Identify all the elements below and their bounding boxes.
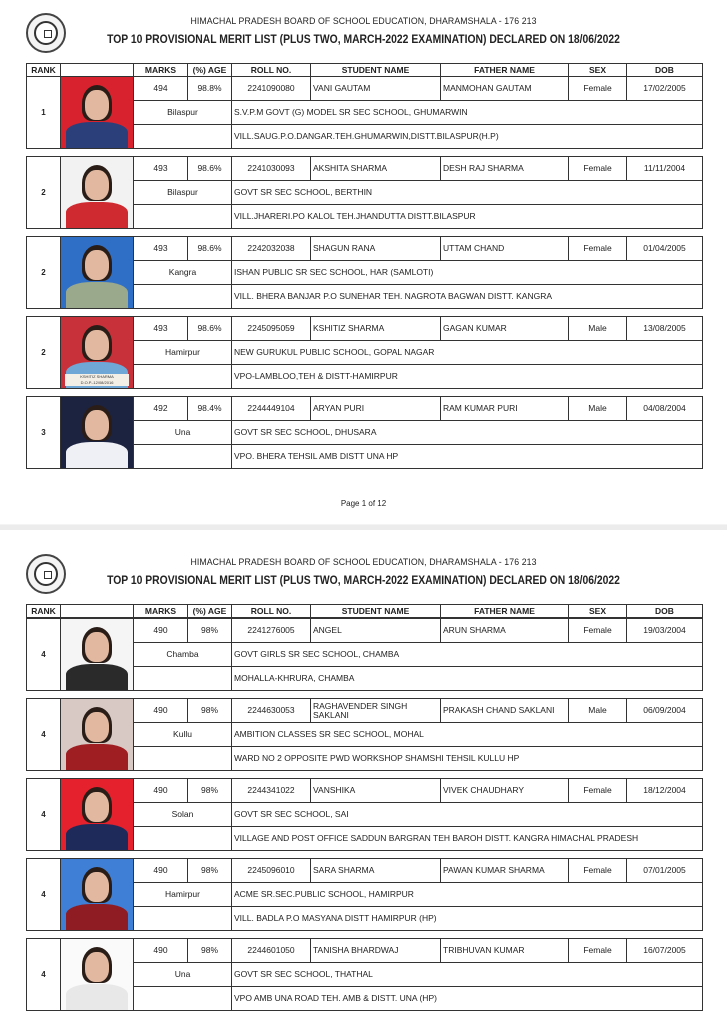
father-name: TRIBHUVAN KUMAR [441, 939, 569, 962]
student-name: AKSHITA SHARMA [311, 157, 441, 180]
district-value: Kangra [134, 261, 232, 284]
marks-value: 490 [134, 859, 188, 882]
empty-cell [134, 285, 232, 308]
student-record [26, 698, 703, 771]
photo-clothing [66, 442, 128, 468]
rank-value: 4 [27, 779, 61, 850]
record-school-row [134, 181, 702, 205]
record-main-row [134, 77, 702, 101]
father-name: RAM KUMAR PURI [441, 397, 569, 420]
district-value: Bilaspur [134, 101, 232, 124]
table-header [26, 604, 703, 618]
photo-face [85, 170, 109, 200]
school-name: GOVT SR SEC SCHOOL, THATHAL [234, 969, 373, 979]
sex-value: Male [569, 397, 627, 420]
school-name: GOVT SR SEC SCHOOL, SAI [234, 809, 349, 819]
page-footer: Page 1 of 12 [340, 499, 387, 508]
photo-clothing [66, 744, 128, 770]
record-main-row [134, 779, 702, 803]
student-name: TANISHA BHARDWAJ [311, 939, 441, 962]
student-photo [61, 317, 134, 388]
record-address-row [134, 445, 702, 468]
photo-clothing [66, 904, 128, 930]
col-dob: DOB [655, 606, 674, 616]
col-sex: SEX [569, 64, 627, 76]
student-photo [61, 859, 134, 930]
photo-clothing [66, 282, 128, 308]
col-percentage: (%) AGE [188, 64, 232, 76]
student-photo [61, 77, 134, 148]
marks-value: 493 [134, 157, 188, 180]
photo-caption: KSHITIZ SHARMA D.O.P.-12/08/2016 [65, 374, 129, 386]
student-name: SHAGUN RANA [311, 237, 441, 260]
dob-value: 18/12/2004 [643, 785, 686, 795]
student-photo [61, 939, 134, 1010]
dob-value: 04/08/2004 [643, 403, 686, 413]
dob-value: 06/09/2004 [643, 705, 686, 715]
record-address-row [134, 285, 702, 308]
dob-value: 16/07/2005 [643, 945, 686, 955]
student-record [26, 938, 703, 1011]
record-address-row [134, 205, 702, 228]
school-name: NEW GURUKUL PUBLIC SCHOOL, GOPAL NAGAR [234, 347, 435, 357]
father-name: PRAKASH CHAND SAKLANI [441, 699, 569, 722]
photo-face [85, 330, 109, 360]
district-value: Hamirpur [134, 341, 232, 364]
rank-value: 1 [27, 77, 61, 148]
student-record [26, 236, 703, 309]
school-name: ISHAN PUBLIC SR SEC SCHOOL, HAR (SAMLOTI) [234, 267, 434, 277]
sex-value: Female [569, 859, 627, 882]
col-dob: DOB [655, 65, 674, 75]
student-record [26, 156, 703, 229]
board-name: HIMACHAL PRADESH BOARD OF SCHOOL EDUCATION, DHARAMSHALA - 176 213 [190, 16, 537, 27]
student-photo [61, 619, 134, 690]
roll-number: 2244449104 [232, 397, 311, 420]
empty-cell [134, 987, 232, 1010]
photo-face [85, 410, 109, 440]
sex-value: Female [569, 77, 627, 100]
sex-value: Female [569, 157, 627, 180]
rank-value: 2 [27, 317, 61, 388]
address-value: VILL.SAUG.P.O.DANGAR.TEH.GHUMARWIN,DISTT.BILASPUR(H.P) [234, 131, 499, 141]
empty-cell [134, 907, 232, 930]
record-school-row [134, 341, 702, 365]
student-photo [61, 237, 134, 308]
address-value: VPO AMB UNA ROAD TEH. AMB & DISTT. UNA (HP) [234, 993, 437, 1003]
col-father-name: FATHER NAME [441, 64, 569, 76]
record-school-row [134, 643, 702, 667]
table-header [26, 63, 703, 77]
roll-number: 2241030093 [232, 157, 311, 180]
percentage-value: 98% [188, 939, 232, 962]
percentage-value: 98% [188, 619, 232, 642]
record-school-row [134, 261, 702, 285]
rank-value: 4 [27, 699, 61, 770]
student-photo [61, 157, 134, 228]
student-name: SARA SHARMA [311, 859, 441, 882]
sex-value: Male [569, 699, 627, 722]
district-value: Una [134, 421, 232, 444]
address-value: VPO-LAMBLOO,TEH & DISTT-HAMIRPUR [234, 371, 398, 381]
empty-cell [134, 445, 232, 468]
empty-cell [134, 747, 232, 770]
percentage-value: 98% [188, 859, 232, 882]
sex-value: Female [569, 939, 627, 962]
photo-face [85, 90, 109, 120]
marks-value: 493 [134, 237, 188, 260]
empty-cell [134, 125, 232, 148]
percentage-value: 98.6% [188, 237, 232, 260]
empty-cell [134, 205, 232, 228]
dob-value: 19/03/2004 [643, 625, 686, 635]
marks-value: 490 [134, 939, 188, 962]
marks-value: 490 [134, 619, 188, 642]
roll-number: 2245096010 [232, 859, 311, 882]
marks-value: 490 [134, 699, 188, 722]
sex-value: Male [569, 317, 627, 340]
rank-value: 4 [27, 939, 61, 1010]
school-name: GOVT SR SEC SCHOOL, BERTHIN [234, 187, 373, 197]
col-student-name: STUDENT NAME [311, 605, 441, 617]
photo-face [85, 250, 109, 280]
record-main-row [134, 939, 702, 963]
roll-number: 2241276005 [232, 619, 311, 642]
record-main-row [134, 157, 702, 181]
student-record [26, 858, 703, 931]
record-main-row [134, 317, 702, 341]
sex-value: Female [569, 237, 627, 260]
address-value: VILL. BADLA P.O MASYANA DISTT HAMIRPUR (HP) [234, 913, 437, 923]
percentage-value: 98.8% [188, 77, 232, 100]
rank-value: 2 [27, 237, 61, 308]
percentage-value: 98% [188, 699, 232, 722]
roll-number: 2245095059 [232, 317, 311, 340]
record-school-row [134, 963, 702, 987]
record-address-row [134, 125, 702, 148]
father-name: UTTAM CHAND [441, 237, 569, 260]
marks-value: 490 [134, 779, 188, 802]
district-value: Chamba [134, 643, 232, 666]
record-school-row [134, 723, 702, 747]
empty-cell [134, 365, 232, 388]
address-value: VILLAGE AND POST OFFICE SADDUN BARGRAN TEH BAROH DISTT. KANGRA HIMACHAL PRADESH [234, 833, 639, 843]
photo-clothing [66, 984, 128, 1010]
student-record [26, 76, 703, 149]
dob-value: 01/04/2005 [643, 243, 686, 253]
father-name: GAGAN KUMAR [441, 317, 569, 340]
marks-value: 492 [134, 397, 188, 420]
col-roll: ROLL NO. [232, 605, 311, 617]
dob-value: 13/08/2005 [643, 323, 686, 333]
school-name: GOVT SR SEC SCHOOL, DHUSARA [234, 427, 377, 437]
student-record [26, 396, 703, 469]
address-value: VILL. BHERA BANJAR P.O SUNEHAR TEH. NAGROTA BAGWAN DISTT. KANGRA [234, 291, 553, 301]
student-photo [61, 699, 134, 770]
district-value: Una [134, 963, 232, 986]
dob-value: 17/02/2005 [643, 83, 686, 93]
father-name: VIVEK CHAUDHARY [441, 779, 569, 802]
record-address-row [134, 747, 702, 770]
percentage-value: 98.6% [188, 317, 232, 340]
col-roll: ROLL NO. [232, 64, 311, 76]
marks-value: 493 [134, 317, 188, 340]
school-name: AMBITION CLASSES SR SEC SCHOOL, MOHAL [234, 729, 424, 739]
col-student-name: STUDENT NAME [311, 64, 441, 76]
col-sex: SEX [569, 605, 627, 617]
photo-face [85, 872, 109, 902]
col-photo [61, 605, 134, 617]
student-name: ANGEL [311, 619, 441, 642]
school-name: ACME SR.SEC.PUBLIC SCHOOL, HAMIRPUR [234, 889, 414, 899]
col-rank: RANK [27, 64, 61, 76]
empty-cell [134, 667, 232, 690]
photo-clothing [66, 824, 128, 850]
father-name: PAWAN KUMAR SHARMA [441, 859, 569, 882]
empty-cell [134, 827, 232, 850]
record-main-row [134, 237, 702, 261]
student-name: ARYAN PURI [311, 397, 441, 420]
record-main-row [134, 859, 702, 883]
roll-number: 2242032038 [232, 237, 311, 260]
record-address-row [134, 907, 702, 930]
student-name: VANI GAUTAM [311, 77, 441, 100]
record-main-row [134, 619, 702, 643]
father-name: MANMOHAN GAUTAM [441, 77, 569, 100]
roll-number: 2244601050 [232, 939, 311, 962]
roll-number: 2244341022 [232, 779, 311, 802]
photo-face [85, 952, 109, 982]
photo-face [85, 712, 109, 742]
district-value: Solan [134, 803, 232, 826]
col-rank: RANK [27, 605, 61, 617]
record-address-row [134, 365, 702, 388]
col-father-name: FATHER NAME [441, 605, 569, 617]
school-name: GOVT GIRLS SR SEC SCHOOL, CHAMBA [234, 649, 400, 659]
district-value: Kullu [134, 723, 232, 746]
col-marks: MARKS [134, 605, 188, 617]
photo-clothing [66, 202, 128, 228]
document-title: TOP 10 PROVISIONAL MERIT LIST (PLUS TWO, MARCH-2022 EXAMINATION) DECLARED ON 18/06/2022 [107, 575, 620, 587]
district-value: Bilaspur [134, 181, 232, 204]
dob-value: 07/01/2005 [643, 865, 686, 875]
record-main-row [134, 699, 702, 723]
sex-value: Female [569, 779, 627, 802]
student-name: KSHITIZ SHARMA [311, 317, 441, 340]
student-record [26, 778, 703, 851]
address-value: MOHALLA-KHRURA, CHAMBA [234, 673, 355, 683]
roll-number: 2244630053 [232, 699, 311, 722]
record-school-row [134, 883, 702, 907]
col-percentage: (%) AGE [188, 605, 232, 617]
address-value: VPO. BHERA TEHSIL AMB DISTT UNA HP [234, 451, 399, 461]
record-address-row [134, 987, 702, 1010]
school-name: S.V.P.M GOVT (G) MODEL SR SEC SCHOOL, GHUMARWIN [234, 107, 468, 117]
address-value: VILL.JHARERI.PO KALOL TEH.JHANDUTTA DISTT.BILASPUR [234, 211, 476, 221]
percentage-value: 98.4% [188, 397, 232, 420]
rank-value: 3 [27, 397, 61, 468]
photo-face [85, 632, 109, 662]
rank-value: 2 [27, 157, 61, 228]
district-value: Hamirpur [134, 883, 232, 906]
page-2 [0, 530, 727, 1024]
dob-value: 11/11/2004 [643, 163, 686, 173]
photo-clothing [66, 664, 128, 690]
rank-value: 4 [27, 859, 61, 930]
student-name: VANSHIKA [311, 779, 441, 802]
percentage-value: 98% [188, 779, 232, 802]
document-title: TOP 10 PROVISIONAL MERIT LIST (PLUS TWO, MARCH-2022 EXAMINATION) DECLARED ON 18/06/2022 [107, 34, 620, 46]
student-photo [61, 779, 134, 850]
roll-number: 2241090080 [232, 77, 311, 100]
board-name: HIMACHAL PRADESH BOARD OF SCHOOL EDUCATION, DHARAMSHALA - 176 213 [190, 557, 537, 568]
col-photo [61, 64, 134, 76]
father-name: DESH RAJ SHARMA [441, 157, 569, 180]
rank-value: 4 [27, 619, 61, 690]
father-name: ARUN SHARMA [441, 619, 569, 642]
student-photo [61, 397, 134, 468]
marks-value: 494 [134, 77, 188, 100]
photo-face [85, 792, 109, 822]
record-school-row [134, 421, 702, 445]
record-address-row [134, 667, 702, 690]
record-school-row [134, 803, 702, 827]
address-value: WARD NO 2 OPPOSITE PWD WORKSHOP SHAMSHI TEHSIL KULLU HP [234, 753, 520, 763]
col-marks: MARKS [134, 64, 188, 76]
student-record [26, 316, 703, 389]
student-record [26, 618, 703, 691]
record-school-row [134, 101, 702, 125]
sex-value: Female [569, 619, 627, 642]
student-name: RAGHAVENDER SINGH SAKLANI [311, 699, 441, 722]
record-main-row [134, 397, 702, 421]
percentage-value: 98.6% [188, 157, 232, 180]
photo-clothing [66, 122, 128, 148]
record-address-row [134, 827, 702, 850]
